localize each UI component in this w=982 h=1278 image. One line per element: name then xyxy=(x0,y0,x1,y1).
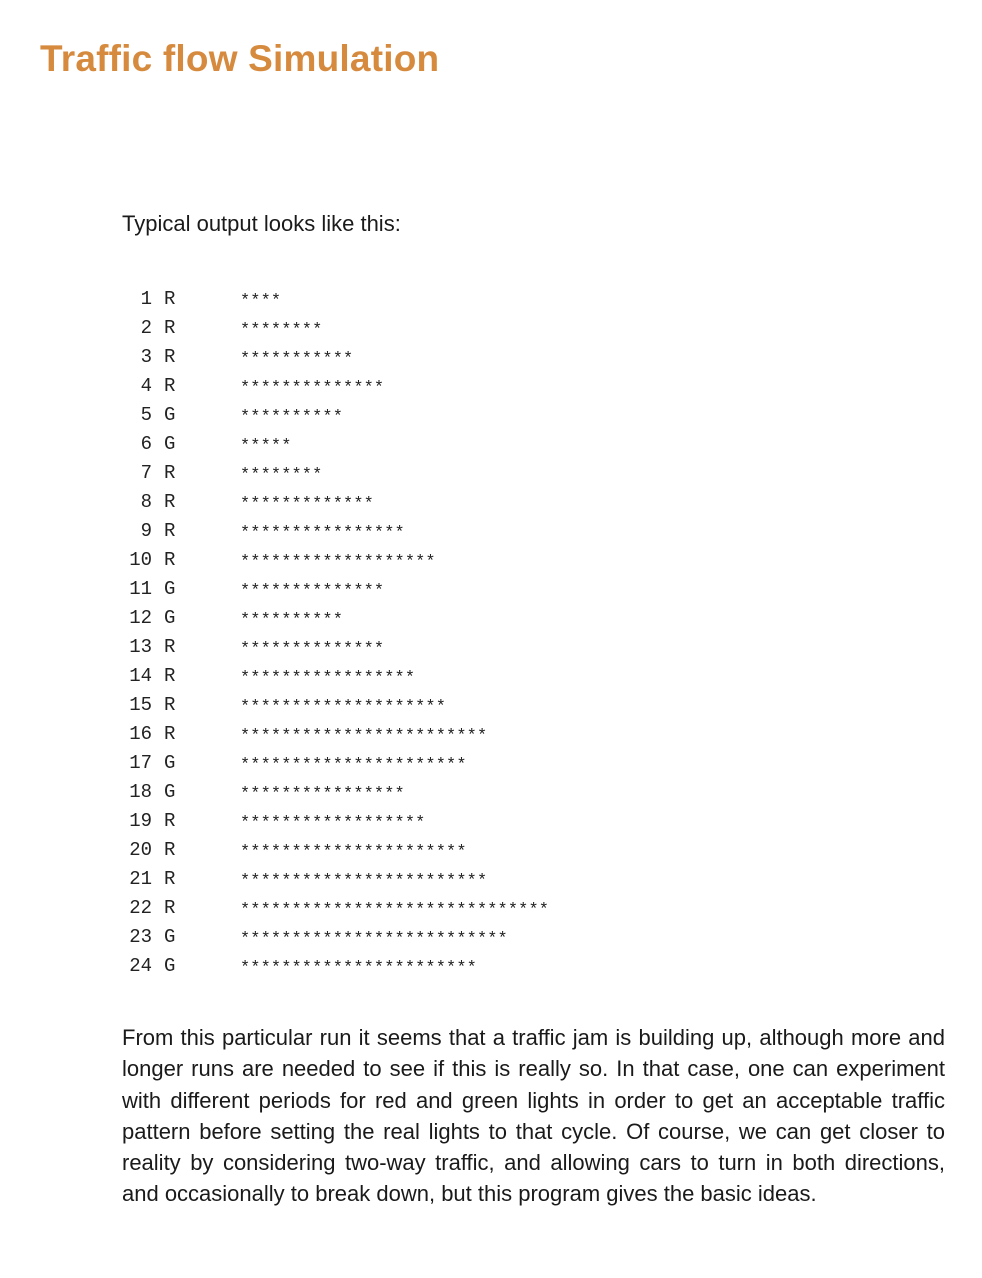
row-light-state: G xyxy=(164,578,176,600)
row-number: 24 xyxy=(129,955,152,977)
row-car-stars: ******** xyxy=(240,466,323,485)
row-car-stars: ******** xyxy=(240,321,323,340)
row-car-stars: *********** xyxy=(240,350,354,369)
row-car-stars: **** xyxy=(240,292,282,311)
row-car-stars: ******************* xyxy=(240,553,436,572)
row-light-state: R xyxy=(164,520,176,542)
row-car-stars: ****************************** xyxy=(240,901,550,920)
output-row xyxy=(122,952,477,981)
output-row xyxy=(122,575,385,604)
program-output-listing xyxy=(122,285,550,981)
output-row xyxy=(122,633,385,662)
row-car-stars: ********** xyxy=(240,408,344,427)
output-row xyxy=(122,662,416,691)
row-light-state: R xyxy=(164,346,176,368)
row-number: 6 xyxy=(140,433,152,455)
row-car-stars: ********************** xyxy=(240,756,467,775)
row-car-stars: ********************** xyxy=(240,843,467,862)
row-light-state: R xyxy=(164,317,176,339)
row-car-stars: ***** xyxy=(240,437,292,456)
output-row xyxy=(122,923,508,952)
row-car-stars: ****************** xyxy=(240,814,426,833)
output-row xyxy=(122,836,467,865)
intro-paragraph: Typical output looks like this: xyxy=(122,211,401,236)
row-number: 15 xyxy=(129,694,152,716)
conclusion-paragraph: From this particular run it seems that a traffic jam is building up, although more and longer runs are needed to see if this is really so. In that case, one can experiment with different periods for red and green lights in order to get an acceptable traffic pattern before setting the real lights to that cycle. Of course, we can get closer to reality by considering two-way traffic, and allowing cars to turn in both directions, and occasionally to break down, but this program gives the basic ideas. xyxy=(122,1025,945,1207)
row-light-state: R xyxy=(164,491,176,513)
row-light-state: R xyxy=(164,375,176,397)
row-light-state: R xyxy=(164,694,176,716)
row-light-state: R xyxy=(164,810,176,832)
row-number: 23 xyxy=(129,926,152,948)
row-light-state: G xyxy=(164,926,176,948)
row-light-state: G xyxy=(164,433,176,455)
row-car-stars: **************** xyxy=(240,785,405,804)
row-car-stars: ***************** xyxy=(240,669,416,688)
row-car-stars: ******************** xyxy=(240,698,447,717)
output-row xyxy=(122,401,344,430)
row-light-state: G xyxy=(164,781,176,803)
row-light-state: G xyxy=(164,607,176,629)
row-number: 9 xyxy=(140,520,152,542)
row-number: 18 xyxy=(129,781,152,803)
output-row xyxy=(122,749,467,778)
row-number: 21 xyxy=(129,868,152,890)
row-car-stars: *********************** xyxy=(240,959,477,978)
row-number: 7 xyxy=(140,462,152,484)
row-light-state: R xyxy=(164,723,176,745)
row-car-stars: ************************ xyxy=(240,727,488,746)
row-number: 16 xyxy=(129,723,152,745)
row-number: 13 xyxy=(129,636,152,658)
row-number: 14 xyxy=(129,665,152,687)
row-light-state: R xyxy=(164,288,176,310)
row-number: 10 xyxy=(129,549,152,571)
output-row xyxy=(122,546,436,575)
row-car-stars: ************* xyxy=(240,495,374,514)
row-number: 19 xyxy=(129,810,152,832)
output-row xyxy=(122,720,488,749)
row-number: 3 xyxy=(140,346,152,368)
row-car-stars: ************** xyxy=(240,582,385,601)
row-number: 22 xyxy=(129,897,152,919)
output-row xyxy=(122,807,426,836)
output-row xyxy=(122,865,488,894)
output-row xyxy=(122,691,447,720)
row-light-state: G xyxy=(164,404,176,426)
row-number: 8 xyxy=(140,491,152,513)
row-light-state: R xyxy=(164,636,176,658)
row-number: 12 xyxy=(129,607,152,629)
output-row xyxy=(122,778,405,807)
row-number: 4 xyxy=(140,375,152,397)
output-row xyxy=(122,604,344,633)
row-car-stars: ************************** xyxy=(240,930,508,949)
row-light-state: R xyxy=(164,665,176,687)
row-car-stars: ************************ xyxy=(240,872,488,891)
output-row xyxy=(122,285,282,314)
output-row xyxy=(122,343,354,372)
row-light-state: R xyxy=(164,462,176,484)
row-light-state: G xyxy=(164,752,176,774)
row-number: 1 xyxy=(140,288,152,310)
row-number: 20 xyxy=(129,839,152,861)
output-row xyxy=(122,430,292,459)
row-number: 11 xyxy=(129,578,152,600)
output-row xyxy=(122,314,323,343)
page-title: Traffic flow Simulation xyxy=(40,38,440,79)
row-car-stars: ************** xyxy=(240,379,385,398)
row-car-stars: ************** xyxy=(240,640,385,659)
row-car-stars: **************** xyxy=(240,524,405,543)
output-row xyxy=(122,517,405,546)
output-row xyxy=(122,372,385,401)
row-light-state: R xyxy=(164,839,176,861)
row-number: 17 xyxy=(129,752,152,774)
row-number: 5 xyxy=(140,404,152,426)
row-light-state: R xyxy=(164,897,176,919)
row-number: 2 xyxy=(140,317,152,339)
row-light-state: R xyxy=(164,868,176,890)
output-row xyxy=(122,488,374,517)
row-car-stars: ********** xyxy=(240,611,344,630)
row-light-state: R xyxy=(164,549,176,571)
output-row xyxy=(122,894,550,923)
output-row xyxy=(122,459,323,488)
row-light-state: G xyxy=(164,955,176,977)
